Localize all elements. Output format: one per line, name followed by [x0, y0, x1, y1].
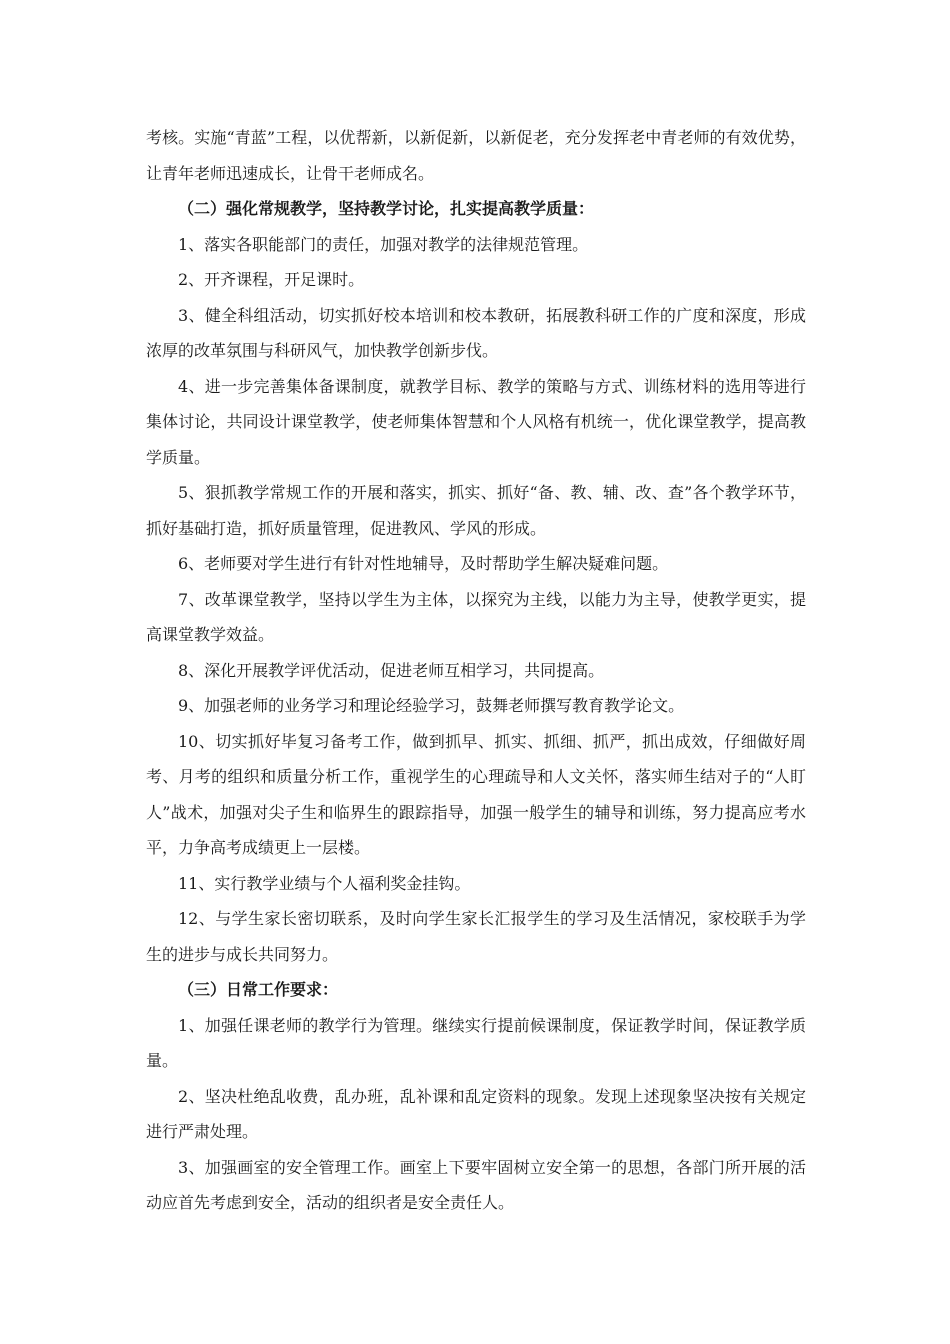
paragraph: 考核。实施“青蓝”工程，以优帮新，以新促新，以新促老，充分发挥老中青老师的有效优势，让青年老师迅速成长，让骨干老师成名。: [146, 128, 806, 183]
list-item: 12、与学生家长密切联系，及时向学生家长汇报学生的学习及生活情况，家校联手为学生的进步与成长共同努力。: [146, 909, 806, 964]
list-item: 3、加强画室的安全管理工作。画室上下要牢固树立安全第一的思想，各部门所开展的活动应首先考虑到安全，活动的组织者是安全责任人。: [146, 1157, 806, 1212]
section-heading-3: （三）日常工作要求：: [178, 980, 339, 999]
list-item: 8、深化开展教学评优活动，促进老师互相学习，共同提高。: [178, 660, 605, 680]
list-item: 2、坚决杜绝乱收费，乱办班，乱补课和乱定资料的现象。发现上述现象坚决按有关规定进行严肃处理。: [146, 1086, 806, 1141]
list-item: 2、开齐课程，开足课时。: [178, 270, 365, 289]
list-item: 11、实行教学业绩与个人福利奖金挂钩。: [178, 873, 471, 893]
document-page: [146, 120, 806, 1221]
section-heading-2: （二）强化常规教学，坚持教学讨论，扎实提高教学质量：: [178, 199, 595, 218]
list-item: 6、老师要对学生进行有针对性地辅导，及时帮助学生解决疑难问题。: [178, 554, 669, 573]
list-item: 9、加强老师的业务学习和理论经验学习，鼓舞老师撰写教育教学论文。: [178, 696, 685, 715]
list-item: 3、健全科组活动，切实抓好校本培训和校本教研，拓展教科研工作的广度和深度，形成浓厚的改革氛围与科研风气，加快教学创新步伐。: [146, 305, 806, 360]
list-item: 7、改革课堂教学，坚持以学生为主体，以探究为主线，以能力为主导，使教学更实，提高课堂教学效益。: [146, 589, 806, 644]
list-item: 10、切实抓好毕复习备考工作，做到抓早、抓实、抓细、抓严，抓出成效，仔细做好周考、月考的组织和质量分析工作，重视学生的心理疏导和人文关怀，落实师生结对子的“人盯人”战术，加强对尖子生和临界生的跟踪指导，加强一般学生的辅导和训练，努力提高应考水平，力争高考成绩更上一层楼。: [146, 731, 806, 857]
list-item: 1、落实各职能部门的责任，加强对教学的法律规范管理。: [178, 234, 589, 254]
list-item: 5、狠抓教学常规工作的开展和落实，抓实、抓好“备、教、辅、改、查”各个教学环节，抓好基础打造，抓好质量管理，促进教风、学风的形成。: [146, 483, 806, 538]
list-item: 4、进一步完善集体备课制度，就教学目标、教学的策略与方式、训练材料的选用等进行集体讨论，共同设计课堂教学，使老师集体智慧和个人风格有机统一，优化课堂教学，提高教学质量。: [146, 376, 806, 467]
list-item: 1、加强任课老师的教学行为管理。继续实行提前候课制度，保证教学时间，保证教学质量。: [146, 1015, 806, 1070]
